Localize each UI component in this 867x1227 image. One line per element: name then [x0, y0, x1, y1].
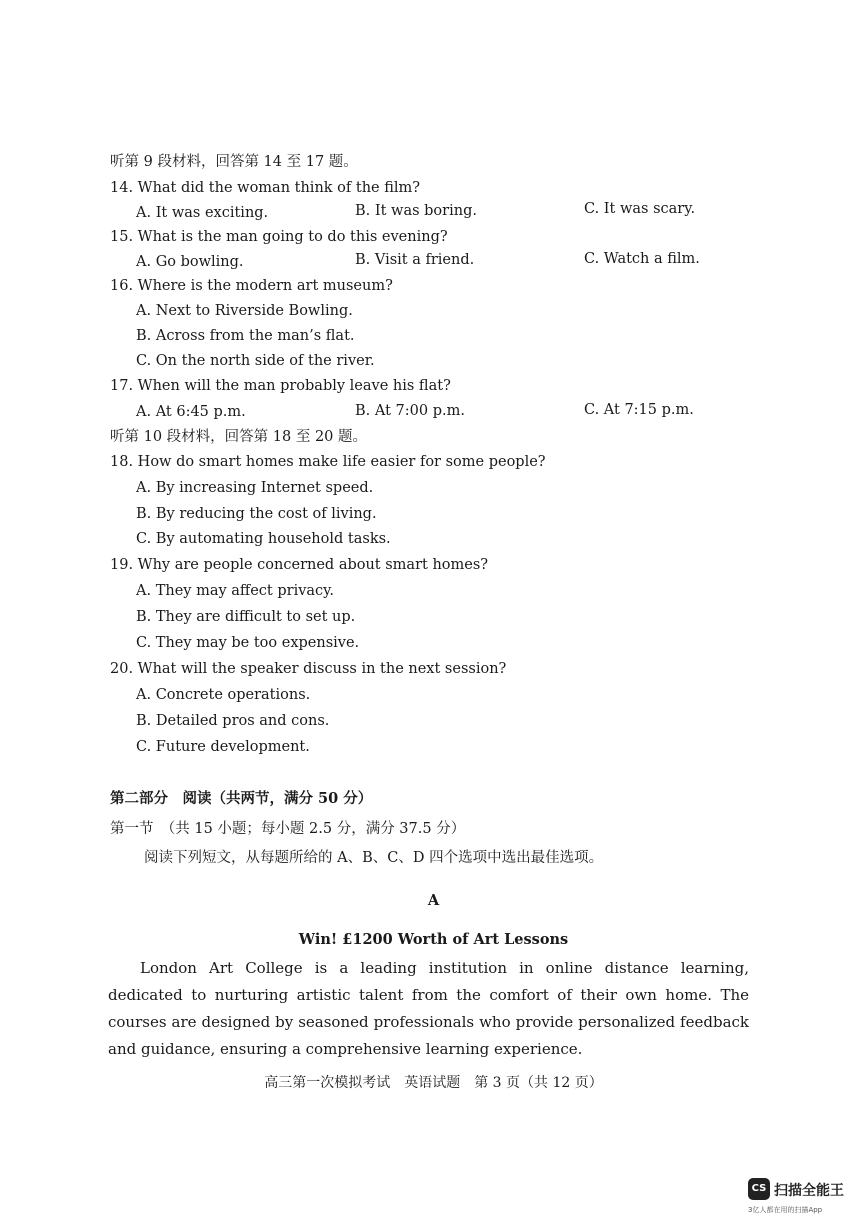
- q15-option-a: A. Go bowling.: [136, 254, 244, 270]
- question-20: 20. What will the speaker discuss in the next session?: [110, 661, 507, 677]
- q19-option-c: C. They may be too expensive.: [136, 635, 360, 651]
- q18-option-c: C. By automating household tasks.: [136, 531, 391, 547]
- scanner-watermark-name: 扫描全能王: [774, 1183, 844, 1199]
- q14-option-c: C. It was scary.: [584, 201, 696, 217]
- q17-option-c: C. At 7:15 p.m.: [584, 402, 694, 418]
- scanner-logo-icon: CS: [748, 1178, 770, 1200]
- reading-instruction: 阅读下列短文，从每题所给的 A、B、C、D 四个选项中选出最佳选项。: [144, 850, 604, 866]
- q20-option-b: B. Detailed pros and cons.: [136, 713, 330, 729]
- q16-option-a: A. Next to Riverside Bowling.: [136, 303, 353, 319]
- passage-paragraph: London Art College is a leading institution in online distance learning, dedicated to nurturing artistic talent from the comfort of their own home. The courses are designed by seasoned professionals who provide personalized feedback and guidance, ensuring a comprehensive learning experience.: [108, 959, 749, 1058]
- question-18: 18. How do smart homes make life easier for some people?: [110, 454, 546, 470]
- page-footer: 高三第一次模拟考试 英语试题 第 3 页（共 12 页）: [264, 1075, 603, 1091]
- q15-option-b: B. Visit a friend.: [355, 252, 475, 268]
- passage-letter: A: [427, 892, 440, 909]
- part2-title: 第二部分 阅读（共两节，满分 50 分）: [110, 790, 373, 807]
- q20-option-a: A. Concrete operations.: [136, 687, 311, 703]
- q15-option-c: C. Watch a film.: [584, 251, 700, 267]
- q17-option-b: B. At 7:00 p.m.: [355, 403, 465, 419]
- question-14: 14. What did the woman think of the film?: [110, 180, 421, 196]
- question-15: 15. What is the man going to do this evening?: [110, 229, 448, 245]
- q20-option-c: C. Future development.: [136, 739, 310, 755]
- q19-option-a: A. They may affect privacy.: [136, 583, 335, 599]
- q16-option-b: B. Across from the man’s flat.: [136, 328, 355, 344]
- question-19: 19. Why are people concerned about smart homes?: [110, 557, 489, 573]
- q14-option-a: A. It was exciting.: [136, 205, 269, 221]
- q16-option-c: C. On the north side of the river.: [136, 353, 375, 369]
- question-17: 17. When will the man probably leave his flat?: [110, 378, 451, 394]
- passage-title: Win! £1200 Worth of Art Lessons: [298, 931, 569, 948]
- q18-option-a: A. By increasing Internet speed.: [136, 480, 374, 496]
- q17-option-a: A. At 6:45 p.m.: [136, 404, 246, 420]
- q19-option-b: B. They are difficult to set up.: [136, 609, 356, 625]
- question-16: 16. Where is the modern art museum?: [110, 278, 393, 294]
- section10-header: 听第 10 段材料，回答第 18 至 20 题。: [110, 429, 368, 445]
- section1-title: 第一节 （共 15 小题；每小题 2.5 分，满分 37.5 分）: [110, 821, 466, 837]
- q18-option-b: B. By reducing the cost of living.: [136, 506, 377, 522]
- q14-option-b: B. It was boring.: [355, 203, 477, 219]
- scanner-watermark-tagline: 3亿人都在用的扫描App: [748, 1206, 823, 1214]
- section9-header: 听第 9 段材料，回答第 14 至 17 题。: [110, 154, 358, 170]
